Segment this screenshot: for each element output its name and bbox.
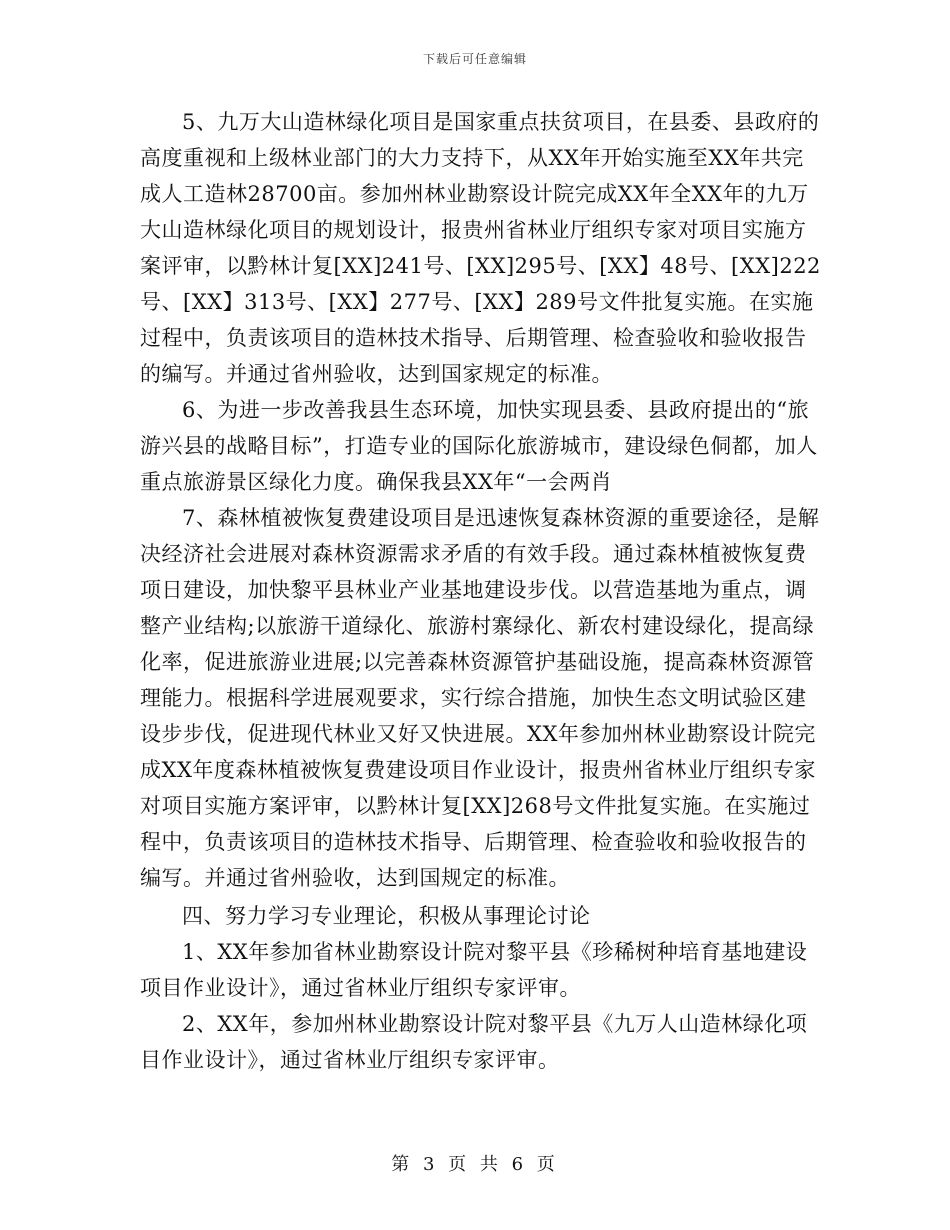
paragraph-item-5: 5、九万大山造林绿化项目是国家重点扶贫项目，在县委、县政府的高度重视和上级林业部门的大力支持下，从XX年开始实施至XX年共完成人工造林28700亩。参加州林业勘察设计院完成XX年全XX年的九万大山造林绿化项目的规划设计，报贵州省林业厅组织专家对项目实施方案评审，以黔林计复[XX]241号、[XX]295号、[XX】48号、[XX]222号、[XX】313号、[XX】277号、[XX】289号文件批复实施。在实施过程中，负责该项目的造林技术指导、后期管理、检查验收和验收报告的编写。并通过省州验收，达到国家规定的标准。 bbox=[140, 110, 821, 386]
paragraph-item-2: 2、XX年，参加州林业勘察设计院对黎平县《九万人山造林绿化项目作业设计》，通过省林业厅组织专家评审。 bbox=[140, 1012, 808, 1072]
page-header: 下载后可任意编辑 bbox=[422, 52, 527, 66]
paragraph-item-6: 6、为进一步改善我县生态环境，加快实现县委、县政府提出的“旅游兴县的战略目标”，打造专业的国际化旅游城市，建设绿色侗都，加人重点旅游景区绿化力度。确保我县XX年“一会两肖 bbox=[140, 398, 818, 494]
document-body bbox=[140, 104, 825, 1078]
paragraph-item-1: 1、XX年参加省林业勘察设计院对黎平县《珍稀树种培育基地建设项目作业设计》，通过省林业厅组织专家评审。 bbox=[140, 940, 808, 1000]
page-number-footer: 第 3 页 共 6 页 bbox=[391, 1154, 559, 1175]
section-heading-four: 四、努力学习专业理论，积极从事理论讨论 bbox=[182, 904, 591, 928]
paragraph-item-7: 7、森林植被恢复费建设项目是迅速恢复森林资源的重要途径，是解决经济社会进展对森林资源需求矛盾的有效手段。通过森林植被恢复费项日建设，加快黎平县林业产业基地建设步伐。以营造基地为重点，调整产业结构;以旅游干道绿化、旅游村寨绿化、新农村建设绿化，提高绿化率，促进旅游业进展;以完善森林资源管护基础设施，提高森林资源管理能力。根据科学进展观要求，实行综合措施，加快生态文明试验区建设步步伐，促进现代林业又好又快进展。XX年参加州林业勘察设计院完成XX年度森林植被恢复费建设项目作业设计，报贵州省林业厅组织专家对项目实施方案评审，以黔林计复[XX]268号文件批复实施。在实施过程中，负责该项目的造林技术指导、后期管理、检查验收和验收报告的编写。并通过省州验收，达到国规定的标准。 bbox=[140, 506, 820, 890]
